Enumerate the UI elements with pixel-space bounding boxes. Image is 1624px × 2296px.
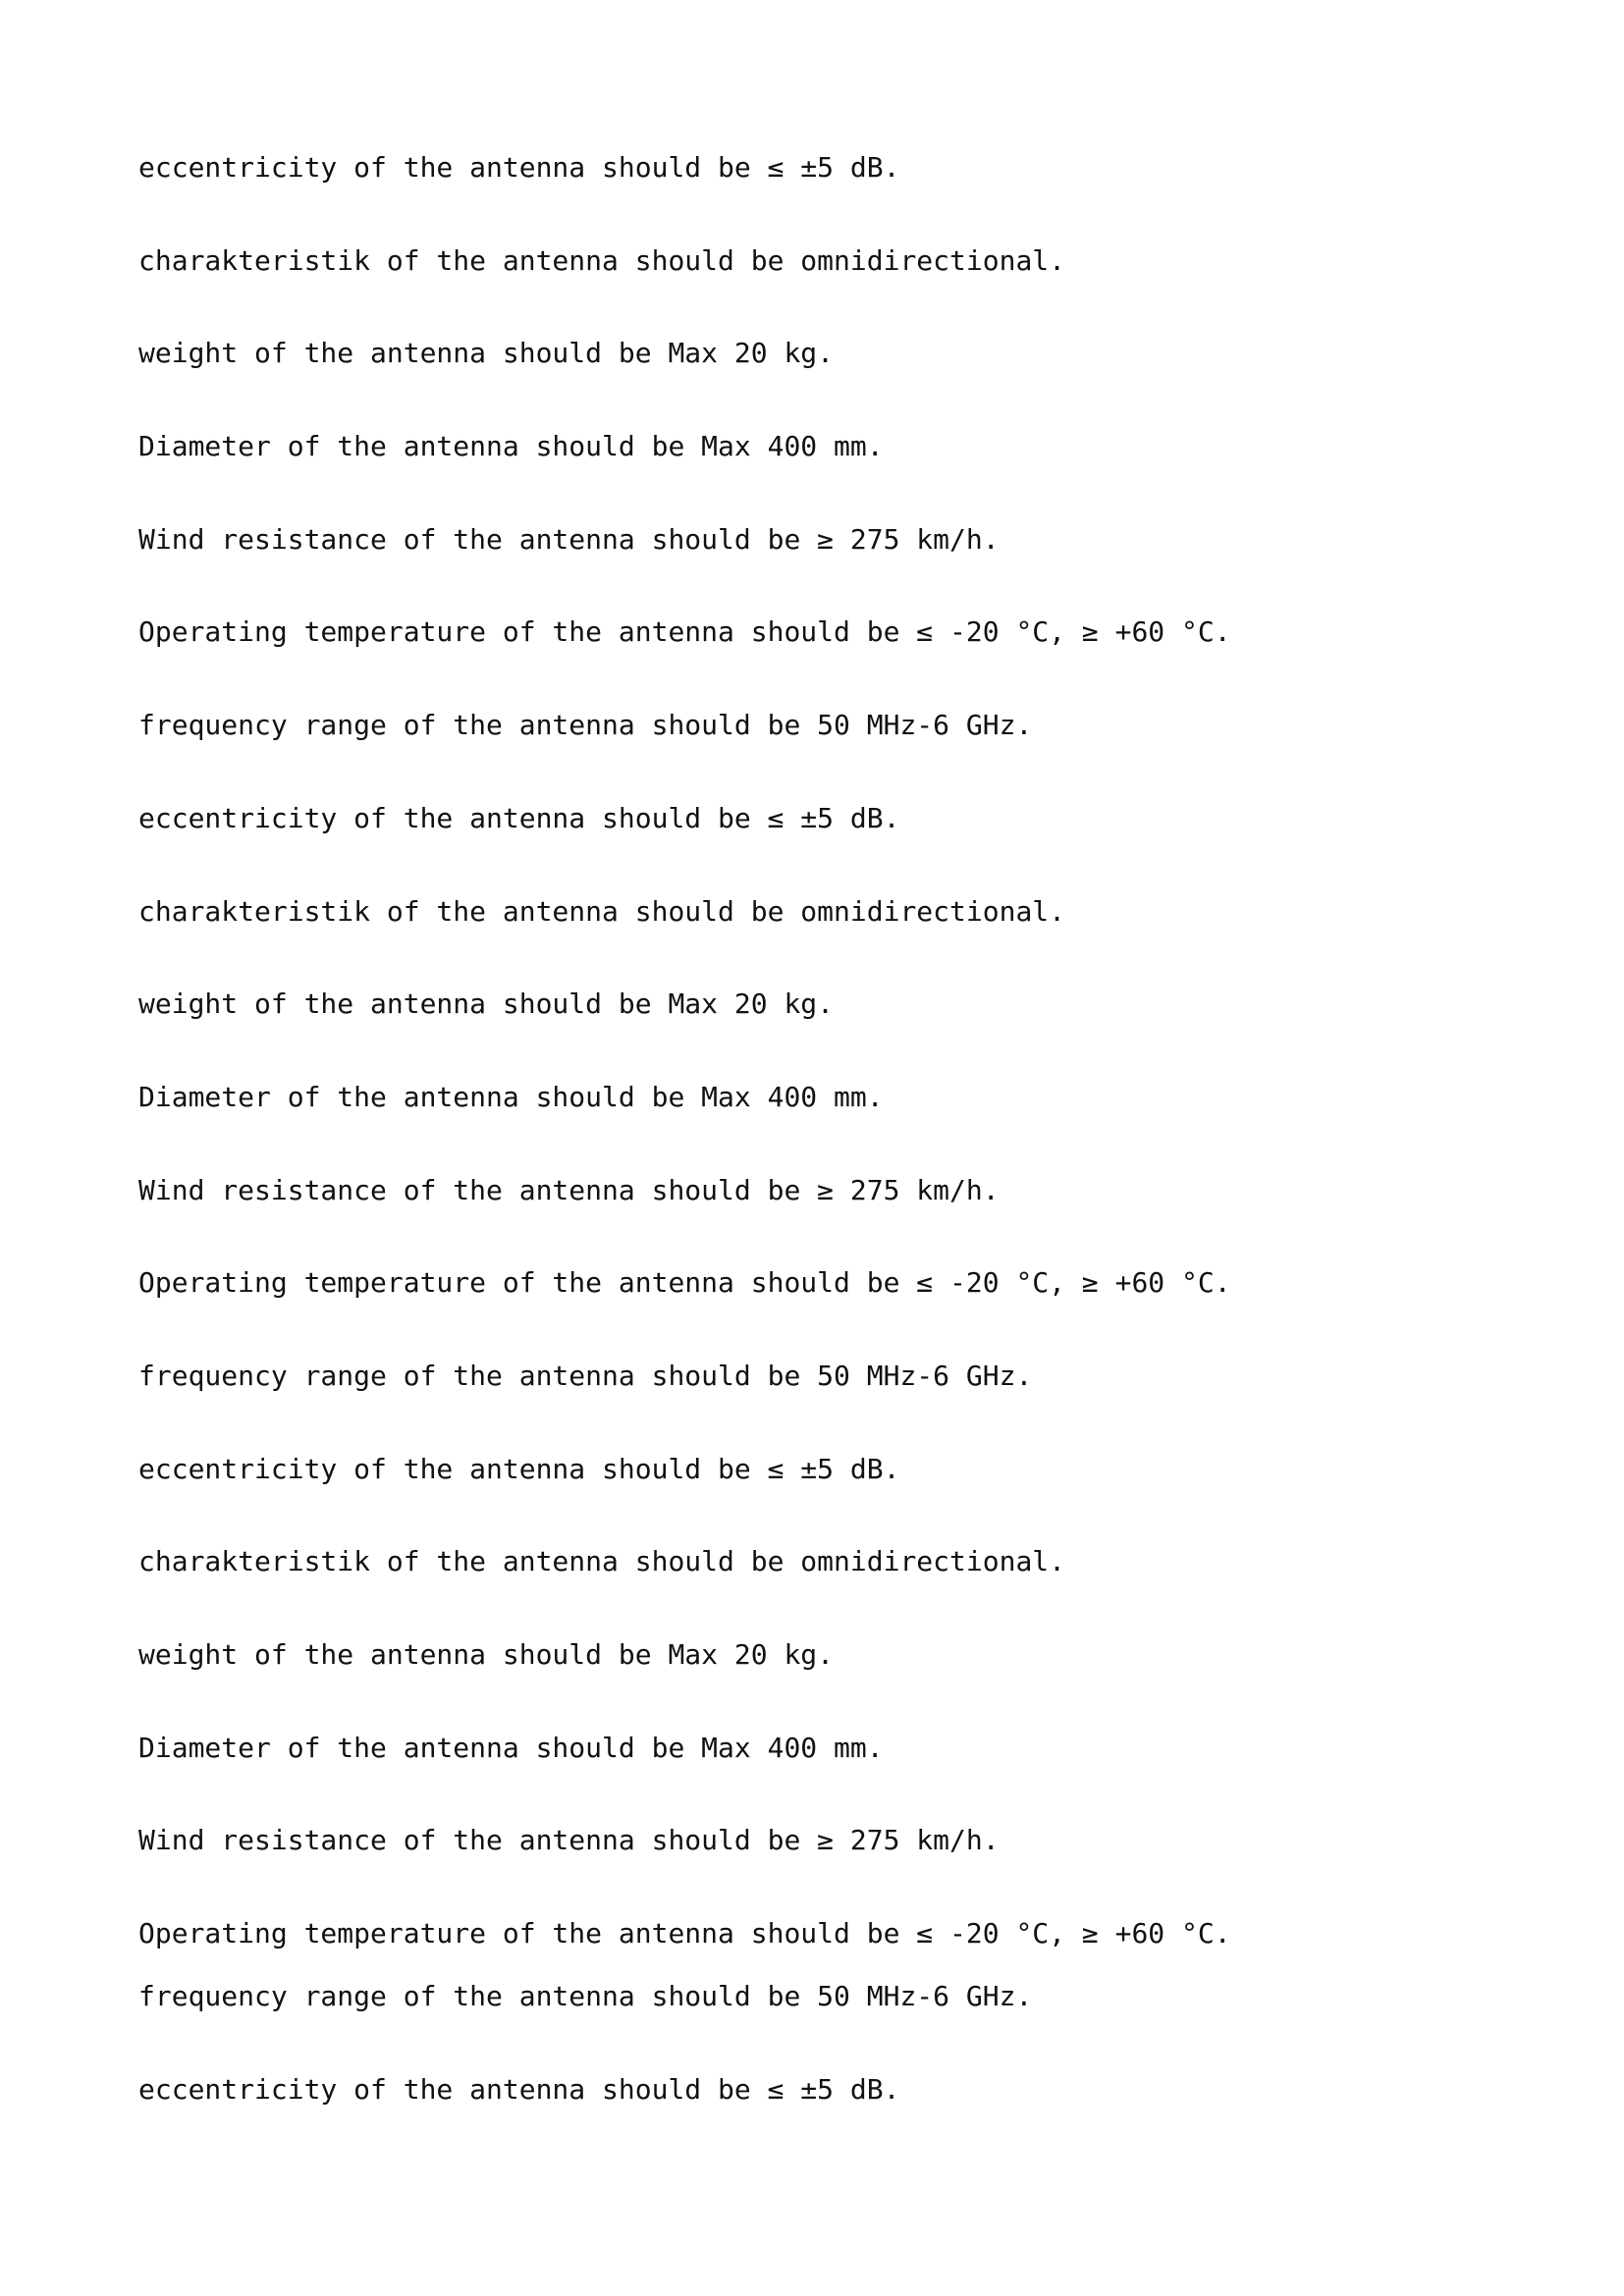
document-line: frequency range of the antenna should be 50 MHz-6 GHz. xyxy=(138,1980,1033,2013)
document-line: eccentricity of the antenna should be ≤ ±5 dB. xyxy=(138,151,900,184)
document-line: Operating temperature of the antenna should be ≤ -20 °C, ≥ +60 °C. xyxy=(138,1266,1231,1300)
document-line: weight of the antenna should be Max 20 kg. xyxy=(138,1638,835,1671)
document-line: Wind resistance of the antenna should be ≥ 275 km/h. xyxy=(138,522,1000,556)
document-line: weight of the antenna should be Max 20 kg. xyxy=(138,988,835,1021)
document-line: charakteristik of the antenna should be omnidirectional. xyxy=(138,243,1066,277)
document-line: Diameter of the antenna should be Max 400 mm. xyxy=(138,1080,884,1113)
document-line: charakteristik of the antenna should be omnidirectional. xyxy=(138,1545,1066,1578)
document-line: Wind resistance of the antenna should be ≥ 275 km/h. xyxy=(138,1824,1000,1857)
document-line: weight of the antenna should be Max 20 kg. xyxy=(138,337,835,370)
document-line: eccentricity of the antenna should be ≤ ±5 dB. xyxy=(138,801,900,834)
document-line: Wind resistance of the antenna should be ≥ 275 km/h. xyxy=(138,1173,1000,1206)
document-line: Diameter of the antenna should be Max 400 mm. xyxy=(138,1731,884,1764)
document-line: Operating temperature of the antenna should be ≤ -20 °C, ≥ +60 °C. xyxy=(138,615,1231,649)
document-line: frequency range of the antenna should be 50 MHz-6 GHz. xyxy=(138,1359,1033,1392)
document-line: eccentricity of the antenna should be ≤ ±5 dB. xyxy=(138,2072,900,2106)
document-line: frequency range of the antenna should be 50 MHz-6 GHz. xyxy=(138,709,1033,742)
document-line: Diameter of the antenna should be Max 400 mm. xyxy=(138,430,884,463)
document-line: eccentricity of the antenna should be ≤ ±5 dB. xyxy=(138,1452,900,1485)
document-line: Operating temperature of the antenna should be ≤ -20 °C, ≥ +60 °C. xyxy=(138,1917,1231,1950)
document-line: charakteristik of the antenna should be omnidirectional. xyxy=(138,894,1066,928)
